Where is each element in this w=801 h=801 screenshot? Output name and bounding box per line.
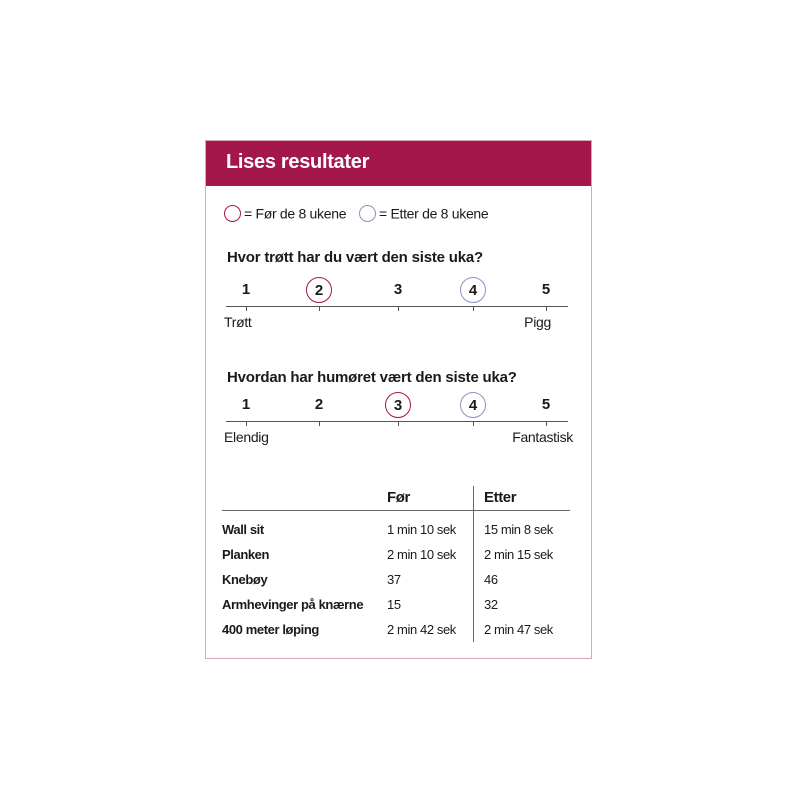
after-value: 15 min 8 sek (474, 511, 571, 543)
scale-value-1: 1 (241, 281, 251, 298)
before-value: 2 min 42 sek (387, 622, 456, 637)
results-card (205, 140, 592, 659)
before-value: 15 (387, 597, 401, 612)
scale-tick (398, 421, 399, 426)
after-value: 2 min 15 sek (474, 542, 571, 567)
before-value: 2 min 10 sek (387, 547, 456, 562)
scale-tick (473, 421, 474, 426)
scale-tick (319, 421, 320, 426)
scale-tick (473, 306, 474, 311)
results-table (222, 486, 570, 642)
exercise-name: 400 meter løping (222, 622, 319, 637)
scale-value-3: 3 (385, 392, 411, 418)
after-marker-icon (359, 205, 376, 222)
legend-after-label: = Etter de 8 ukene (379, 205, 489, 222)
scale-value-2: 2 (314, 396, 324, 413)
exercise-name: Armhevinger på knærne (222, 597, 364, 612)
scale-tick (246, 421, 247, 426)
before-value: 1 min 10 sek (387, 522, 456, 537)
legend-before (224, 204, 346, 222)
scale-value-1: 1 (241, 396, 251, 413)
after-value: 46 (474, 567, 571, 592)
scale-low-label: Elendig (224, 429, 269, 445)
scale-value-3: 3 (393, 281, 403, 298)
table-header-before: Før (377, 486, 474, 511)
table-header-after: Etter (474, 486, 571, 511)
scale-value-5: 5 (541, 281, 551, 298)
table-row (222, 567, 570, 592)
legend-before-label: = Før de 8 ukene (244, 205, 347, 222)
card-title: Lises resultater (226, 151, 370, 173)
exercise-name: Knebøy (222, 572, 268, 587)
question-1: Hvor trøtt har du vært den siste uka? (227, 249, 483, 266)
after-value: 32 (474, 592, 571, 617)
scale-tick (546, 421, 547, 426)
scale-tick (398, 306, 399, 311)
table-header-exercise (222, 486, 377, 511)
scale-tick (546, 306, 547, 311)
legend-after (359, 204, 488, 222)
rating-scale-1 (206, 277, 591, 337)
scale-tick (246, 306, 247, 311)
scale-high-label: Pigg (524, 314, 551, 330)
scale-axis (226, 306, 568, 307)
scale-high-label: Fantastisk (512, 429, 573, 445)
rating-scale-2 (206, 392, 591, 452)
question-2: Hvordan har humøret vært den siste uka? (227, 369, 517, 386)
table-row (222, 511, 570, 543)
before-marker-icon (224, 205, 241, 222)
card-header (206, 141, 591, 186)
table-header-row (222, 486, 570, 511)
scale-value-5: 5 (541, 396, 551, 413)
table-row (222, 617, 570, 642)
scale-tick (319, 306, 320, 311)
scale-value-2: 2 (306, 277, 332, 303)
exercise-name: Planken (222, 547, 270, 562)
table-row (222, 542, 570, 567)
scale-value-4: 4 (460, 277, 486, 303)
exercise-name: Wall sit (222, 522, 264, 537)
scale-low-label: Trøtt (224, 314, 252, 330)
scale-axis (226, 421, 568, 422)
before-value: 37 (387, 572, 401, 587)
table-row (222, 592, 570, 617)
scale-value-4: 4 (460, 392, 486, 418)
after-value: 2 min 47 sek (474, 617, 571, 642)
